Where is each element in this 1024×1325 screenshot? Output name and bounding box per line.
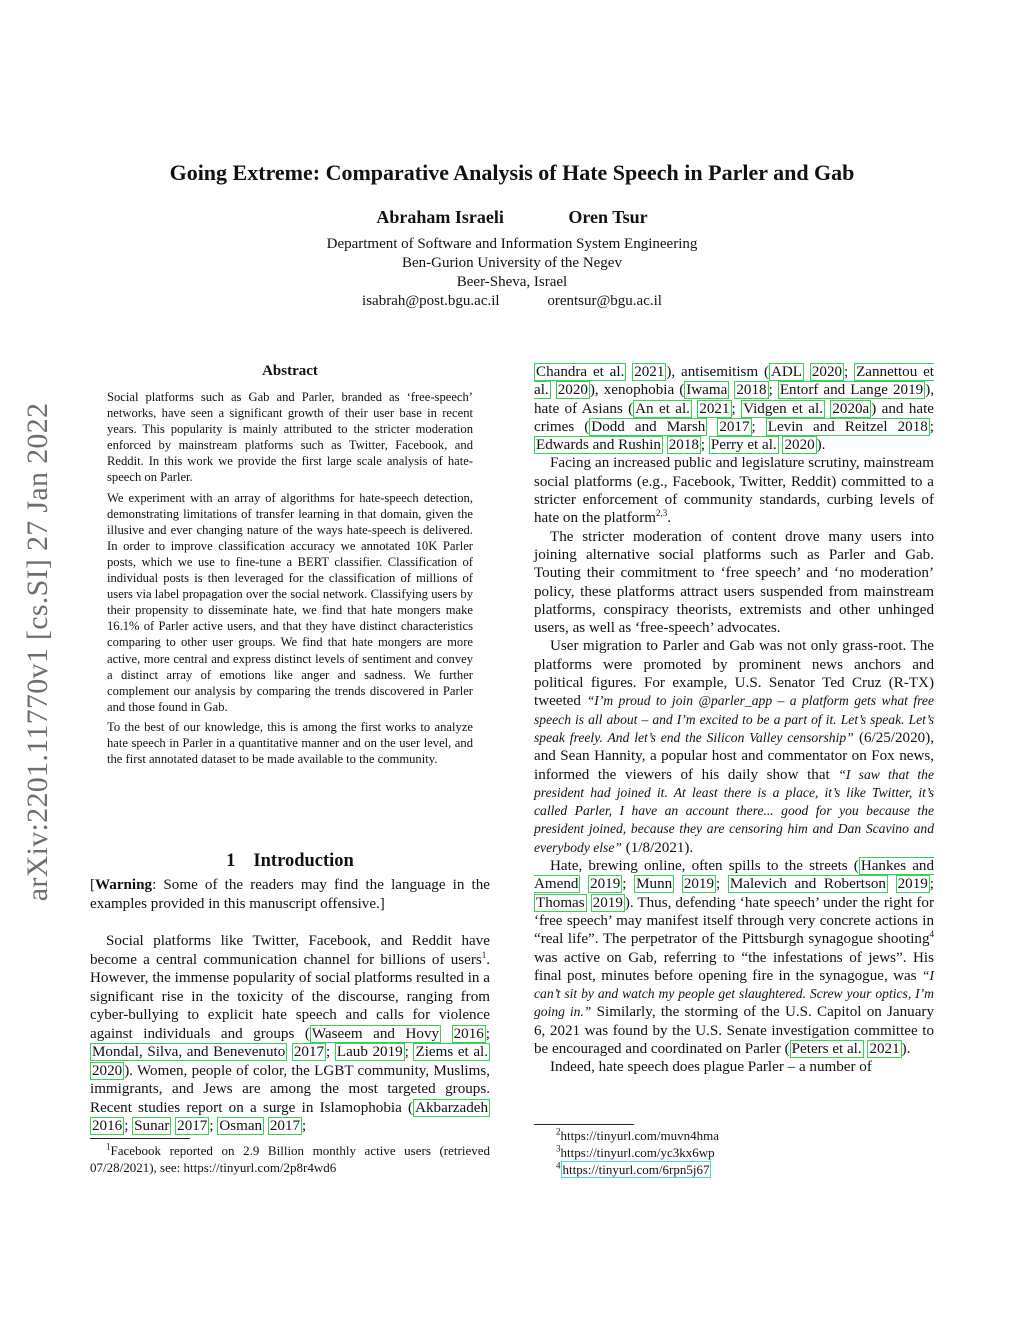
- author-name: Abraham Israeli: [376, 207, 504, 227]
- paper-title: Going Extreme: Comparative Analysis of Hate Speech in Parler and Gab: [169, 160, 855, 185]
- citation-link[interactable]: 2017: [269, 1118, 301, 1134]
- footnote-divider: [534, 1124, 634, 1125]
- email: orentsur@bgu.ac.il: [547, 293, 662, 309]
- location: Beer-Sheva, Israel: [456, 274, 568, 290]
- citation-link[interactable]: Waseem and Hovy: [311, 1025, 440, 1042]
- body-paragraph: Facing an increased public and legislature scrutiny, mainstream social platforms (e.g., Facebook, Twitter, Reddit) committed to a stricter enforcement of community standards, curbing levels of hate on the platform$^{2,3}$.: [534, 455, 934, 527]
- intro-text: [90, 876, 490, 1136]
- citation-link[interactable]: 2020a: [832, 400, 870, 417]
- citation-link[interactable]: 2020: [811, 364, 843, 380]
- footnote-marker[interactable]: 4: [929, 929, 934, 940]
- footnote-link[interactable]: https://tinyurl.com/6rpn5j67: [562, 1162, 710, 1177]
- abstract-body: [107, 389, 473, 771]
- footnote-marker[interactable]: 1: [481, 949, 487, 960]
- citation-link[interactable]: Ziems et al.: [415, 1044, 488, 1060]
- arxiv-stamp: arXiv:2201.11770v1 [cs.SI] 27 Jan 2022: [21, 402, 54, 902]
- section-number: 1: [226, 851, 236, 871]
- footnote-list: [534, 1127, 934, 1178]
- author-list: [0, 207, 1024, 228]
- citation-link[interactable]: Chandra et al.: [536, 364, 625, 380]
- citation-link[interactable]: Perry et al.: [710, 437, 777, 454]
- footnote-number: 2: [556, 1126, 561, 1137]
- university: Ben-Gurion University of the Negev: [402, 255, 622, 271]
- citation-link[interactable]: Mondal, Silva, and Benevenuto: [92, 1044, 286, 1060]
- email-list: [0, 292, 1024, 311]
- citation-link[interactable]: Entorf and Lange 2019: [779, 382, 924, 399]
- footnote-marker[interactable]: 2,3: [655, 508, 668, 519]
- citation-link[interactable]: 2017: [177, 1118, 208, 1134]
- abstract-paragraph: Social platforms such as Gab and Parler, branded as ‘free-speech’ networks, have seen a significant growth of their user base in recent years. This popularity is mainly attributed to the stricter moderation enforced by mainstream platforms such as Twitter, Facebook, and Reddit. In this work we provide the first large scale analysis of hate-speech on Parler.: [107, 390, 473, 485]
- citation-link[interactable]: Akbarzadeh: [415, 1099, 488, 1116]
- citation-link[interactable]: 2020: [557, 382, 588, 399]
- affiliation-block: [0, 235, 1024, 311]
- abstract-paragraph: To the best of our knowledge, this is among the first works to analyze hate speech in Parler in a quantitative manner and on the user level, and the first annotated dataset to be made available to the community.: [107, 719, 473, 767]
- footnote-url: https://tinyurl.com/muvn4hma: [560, 1128, 720, 1143]
- footnote: $^1$Facebook reported on 2.9 Billion monthly active users (retrieved 07/28/2021), see: https://tinyurl.com/2p8r4wd6: [90, 1141, 490, 1175]
- email: isabrah@post.bgu.ac.il: [362, 293, 500, 309]
- citation-link[interactable]: 2016: [453, 1025, 484, 1042]
- footnote: [534, 1127, 934, 1144]
- intro-paragraph: Social platforms like Twitter, Facebook, and Reddit have become a central communication channel for billions of users$^1$. However, the immense popularity of social platforms resulted in a significant rise in the toxicity of the discourse, ranging from cyber-bullying to explicit hate speech and calls for violence against individuals and groups ( Waseem and Hovy 2016 ; Mondal, Silva, and Benevenuto 2017 ; Laub 2019 ; Ziems et al. 2020 ). Women, people of color, the LGBT community, Muslims, immigrants, and Jews are among the most targeted groups. Recent studies report on a surge in Islamophobia ( Akbarzadeh 2016 ; Sunar 2017 ; Osman 2017 ;: [90, 933, 490, 1134]
- citation-link[interactable]: Zannettou et al.: [534, 364, 934, 399]
- citation-link[interactable]: Osman: [219, 1118, 263, 1134]
- citation-link[interactable]: 2021: [634, 364, 665, 380]
- abstract-paragraph: We experiment with an array of algorithms for hate-speech detection, demonstrating limitations of transfer learning in that domain, given the illusive and ever changing nature of the ways hate-speech is delivered. In order to improve classification accuracy we annotated 10K Parler posts, which we use to fine-tune a BERT classifier. Classification of individual posts is then leveraged for the classification of millions of users via label propagation over the social network. Classifying users by their propensity to disseminate hate, we find that hate mongers make 16.1% of Parler active users, and that they have distinct characteristics comparing to other user groups. We find that hate mongers are more active, more central and express distinct levels of sentiment and convey a distinct array of emotions like anger and sadness. We further complement our analysis by comparing the trends discovered in Parler and those found in Gab.: [107, 490, 473, 714]
- footnote-url: https://tinyurl.com/yc3kx6wp: [560, 1145, 715, 1160]
- author-name: Oren Tsur: [568, 207, 648, 227]
- citation-link[interactable]: 2019: [590, 876, 621, 893]
- citation-link[interactable]: Vidgen et al.: [743, 400, 823, 417]
- citation-link[interactable]: Levin and Reitzel 2018: [767, 418, 928, 435]
- footnote-number: 3: [556, 1143, 561, 1154]
- body-paragraph: Chandra et al. 2021 ), antisemitism ( ADL 2020 ; Zannettou et al. 2020 ), xenophobia ( Iwama 2018 ; Entorf and Lange 2019 ), hate of Asians ( An et al. 2021 ; Vidgen et al. 2020a ) and hate crimes ( Dodd and Marsh 2017 ; Levin and Reitzel 2018 ; Edwards and Rushin 2018 ; Perry et al. 2020 ).: [534, 364, 935, 454]
- citation-link[interactable]: 2019: [683, 876, 714, 893]
- citation-link[interactable]: 2021: [869, 1040, 900, 1057]
- citation-link[interactable]: Thomas: [536, 894, 585, 911]
- citation-link[interactable]: 2019: [592, 894, 623, 911]
- department: Department of Software and Information System Engineering: [326, 236, 698, 252]
- warning-note: [Warning: Some of the readers may find the language in the examples provided in this manuscript offensive.]: [90, 877, 490, 912]
- citation-link[interactable]: 2020: [92, 1062, 123, 1079]
- citation-link[interactable]: 2019: [897, 876, 928, 893]
- quote: “I can’t sit by and watch my people get slaughtered. Screw your optics, I’m going in.”: [534, 967, 934, 1020]
- citation-link[interactable]: Peters et al.: [791, 1040, 862, 1057]
- citation-link[interactable]: 2017: [719, 418, 750, 435]
- citation-link[interactable]: Iwama: [686, 382, 728, 399]
- footnote-number: 1: [106, 1141, 111, 1152]
- body-paragraph: Indeed, hate speech does plague Parler – a number of: [550, 1059, 872, 1076]
- citation-link[interactable]: 2016: [92, 1118, 123, 1134]
- abstract-heading: Abstract: [262, 363, 318, 379]
- citation-link[interactable]: 2017: [293, 1044, 325, 1060]
- citation-link[interactable]: 2018: [668, 437, 699, 454]
- citation-link[interactable]: Edwards and Rushin: [536, 437, 661, 454]
- citation-link[interactable]: 2021: [699, 400, 730, 417]
- citation-link[interactable]: Dodd and Marsh: [591, 418, 706, 435]
- footnote-divider: [90, 1138, 190, 1139]
- footnote: [534, 1144, 934, 1161]
- right-column-text: [534, 363, 934, 1077]
- footnote: [534, 1161, 934, 1178]
- body-paragraph: The stricter moderation of content drove many users into joining alternative social platforms such as Parler and Gab. Touting their commitment to ‘free speech’ and ‘no moderation’ policy, these platforms attract users suspended from mainstream platforms, conspiracy theorists, extremists and other unhinged users, as well as ‘free-speech’ advocates.: [534, 528, 934, 637]
- section-heading: [90, 851, 490, 872]
- citation-link[interactable]: Sunar: [134, 1118, 170, 1134]
- citation-link[interactable]: Munn: [636, 876, 673, 893]
- citation-link[interactable]: Hankes and Amend: [534, 858, 934, 893]
- warning-label: Warning: [95, 877, 153, 893]
- citation-link[interactable]: 2018: [736, 382, 767, 399]
- quote: “I’m proud to join @parler_app – a platform gets what free speech is all about – and I’m excited to be a part of it. Let’s speak. Let’s speak freely. And let’s end the Silicon Valley censorship”: [534, 693, 934, 745]
- citation-link[interactable]: An et al.: [635, 400, 690, 417]
- footnote-number: 4: [556, 1160, 561, 1171]
- citation-link[interactable]: ADL: [771, 364, 803, 380]
- citation-link[interactable]: Malevich and Robertson: [729, 876, 886, 893]
- section-title: Introduction: [253, 851, 354, 871]
- citation-link[interactable]: Laub 2019: [336, 1044, 403, 1060]
- citation-link[interactable]: 2020: [784, 437, 815, 454]
- quote: “I saw that the president had joined it. At least there is a place, it’s like Twitter, it’s called Parler, I have an account there... good for you because the president joined, because they are censoring him and Dan Scavino and everybody else”: [534, 766, 934, 855]
- body-paragraph: Hate, brewing online, often spills to the streets ( Hankes and Amend 2019 ; Munn 2019 ; Malevich and Robertson 2019 ; Thomas 2019 ). Thus, defending ‘hate speech’ under the right for ‘free speech’ may manifest itself through very concrete actions in “real life”. The perpetrator of the Pittsburgh synagogue shooting$^4$ was active on Gab, referring to “the infestations of jews”. His final post, minutes before opening fire in the synagogue, was “I can’t sit by and watch my people get slaughtered. Screw your optics, I’m going in.” Similarly, the storming of the U.S. Capitol on January 6, 2021 was found by the U.S. Senate investigation committee to be encouraged and coordinated on Parler ( Peters et al. 2021 ).: [534, 858, 934, 1057]
- body-paragraph: User migration to Parler and Gab was not only grass-root. The platforms were promoted by prominent news anchors and political figures. For example, U.S. Senator Ted Cruz (R-TX) tweeted “I’m proud to join @parler_app – a platform gets what free speech is all about – and I’m excited to be a part of it. Let’s speak. Let’s speak freely. And let’s end the Silicon Valley censorship” (6/25/2020), and Sean Hannity, a popular host and commentator on Fox news, informed the viewers of his daily show that “I saw that the president had joined it. At least there is a place, it’s like Twitter, it’s called Parler, I have an account there... good for you because the president joined, because they are censoring him and Dan Scavino and everybody else” (1/8/2021).: [534, 638, 934, 856]
